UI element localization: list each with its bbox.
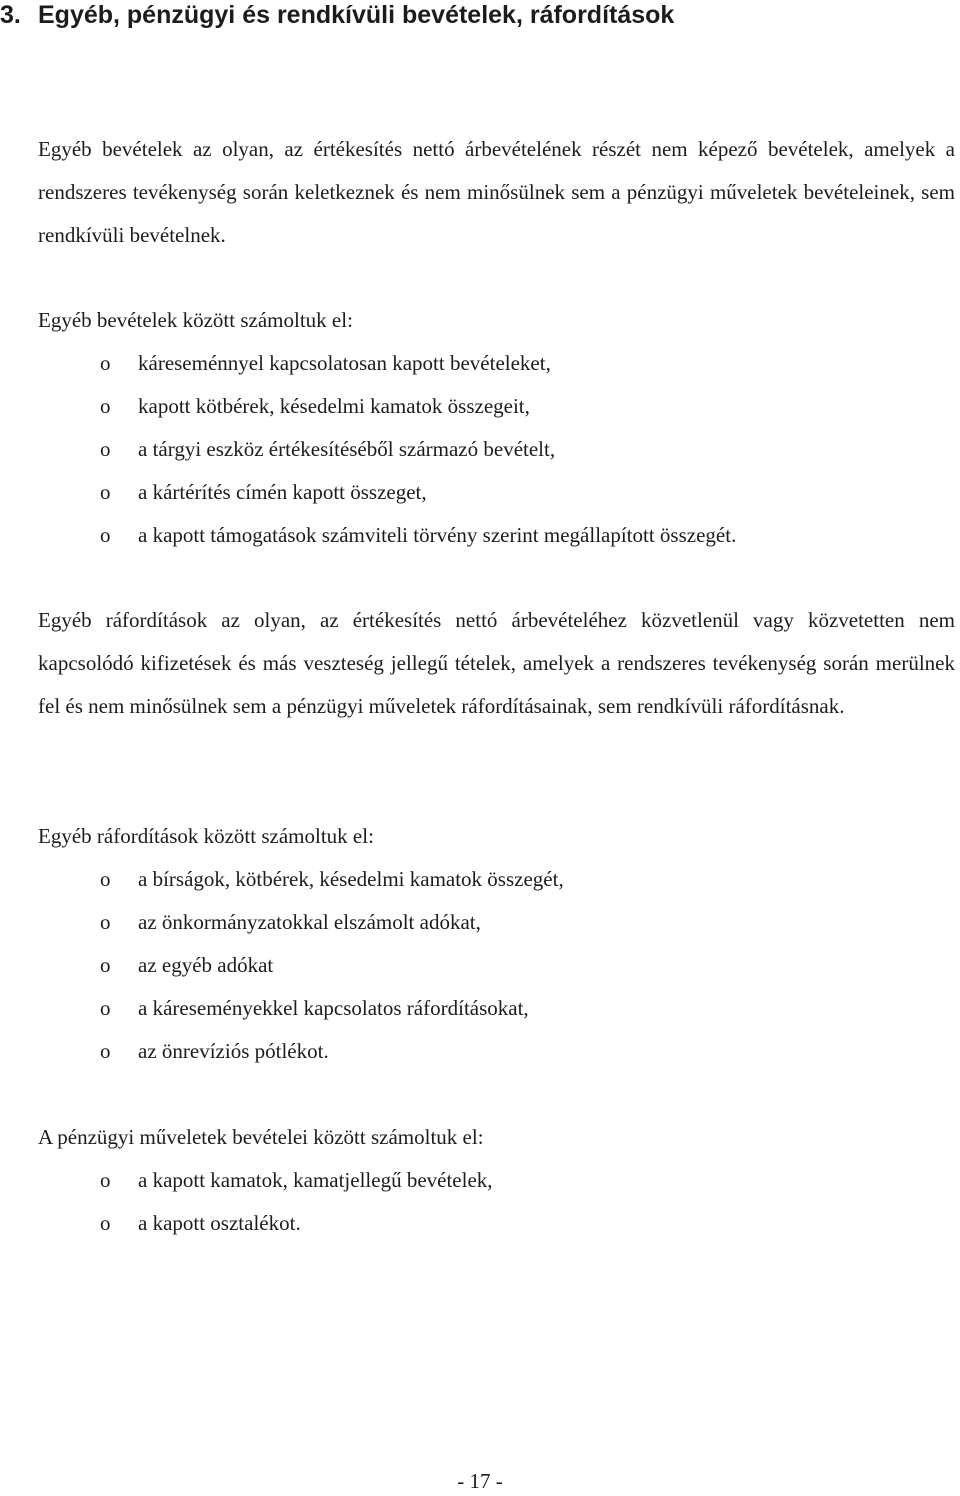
bullet-icon: o bbox=[100, 394, 111, 418]
other-expenses-block bbox=[38, 815, 955, 1073]
bullet-icon: o bbox=[100, 996, 111, 1020]
bullet-icon: o bbox=[100, 1039, 111, 1063]
expense-block bbox=[38, 599, 955, 728]
list-item-text: a kapott támogatások számviteli törvény szerint megállapított összegét. bbox=[138, 523, 737, 547]
bullet-icon: o bbox=[100, 867, 111, 891]
list-item bbox=[38, 342, 955, 385]
list-item bbox=[38, 901, 955, 944]
list-item-text: az önkormányzatokkal elszámolt adókat, bbox=[138, 910, 481, 934]
bullet-icon: o bbox=[100, 437, 111, 461]
bullet-icon: o bbox=[100, 480, 111, 504]
financial-income-title: A pénzügyi műveletek bevételei között számoltuk el: bbox=[38, 1125, 484, 1149]
expense-paragraph: Egyéb ráfordítások az olyan, az értékesítés nettó árbevételéhez közvetlenül vagy közvetetten nem kapcsolódó kifizetések és más veszteség jellegű tételek, amelyek a rendszeres tevékenység során merülnek fel és nem minősülnek sem a pénzügyi műveletek ráfordításainak, sem rendkívüli ráfordításnak. bbox=[38, 608, 955, 718]
bullet-icon: o bbox=[100, 523, 111, 547]
other-income-block bbox=[38, 299, 955, 557]
list-item-text: káreseménnyel kapcsolatosan kapott bevételeket, bbox=[138, 351, 551, 375]
list-item bbox=[38, 858, 955, 901]
bullet-icon: o bbox=[100, 351, 111, 375]
list-item-text: a kapott osztalékot. bbox=[138, 1211, 301, 1235]
list-item-text: az önrevíziós pótlékot. bbox=[138, 1039, 329, 1063]
other-income-list bbox=[38, 342, 955, 557]
list-item bbox=[38, 514, 955, 557]
list-item-text: a kapott kamatok, kamatjellegű bevételek, bbox=[138, 1168, 493, 1192]
list-item bbox=[38, 471, 955, 514]
financial-income-list bbox=[38, 1159, 955, 1245]
bullet-icon: o bbox=[100, 910, 111, 934]
other-expenses-title: Egyéb ráfordítások között számoltuk el: bbox=[38, 824, 374, 848]
intro-block bbox=[38, 128, 955, 257]
bullet-icon: o bbox=[100, 1211, 111, 1235]
list-item-text: a káreseményekkel kapcsolatos ráfordításokat, bbox=[138, 996, 529, 1020]
other-income-title: Egyéb bevételek között számoltuk el: bbox=[38, 308, 353, 332]
list-item-text: a tárgyi eszköz értékesítéséből származó bevételt, bbox=[138, 437, 556, 461]
list-item bbox=[38, 1030, 955, 1073]
list-item bbox=[38, 385, 955, 428]
list-item-text: kapott kötbérek, késedelmi kamatok összegeit, bbox=[138, 394, 530, 418]
intro-paragraph: Egyéb bevételek az olyan, az értékesítés nettó árbevételének részét nem képező bevételek, amelyek a rendszeres tevékenység során keletkeznek és nem minősülnek sem a pénzügyi műveletek bevételeinek, sem rendkívüli bevételnek. bbox=[38, 137, 955, 247]
other-expenses-list bbox=[38, 858, 955, 1073]
list-item bbox=[38, 428, 955, 471]
list-item bbox=[38, 944, 955, 987]
page-number: - 17 - bbox=[457, 1469, 503, 1493]
list-item bbox=[38, 1202, 955, 1245]
list-item bbox=[38, 1159, 955, 1202]
list-item-text: a kártérítés címén kapott összeget, bbox=[138, 480, 427, 504]
list-item bbox=[38, 987, 955, 1030]
financial-income-block bbox=[38, 1116, 955, 1245]
section-title: Egyéb, pénzügyi és rendkívüli bevételek, ráfordítások bbox=[38, 1, 675, 29]
bullet-icon: o bbox=[100, 953, 111, 977]
section-number: 3. bbox=[0, 1, 21, 29]
list-item-text: a bírságok, kötbérek, késedelmi kamatok összegét, bbox=[138, 867, 564, 891]
list-item-text: az egyéb adókat bbox=[138, 953, 274, 977]
bullet-icon: o bbox=[100, 1168, 111, 1192]
section-heading bbox=[0, 0, 674, 30]
